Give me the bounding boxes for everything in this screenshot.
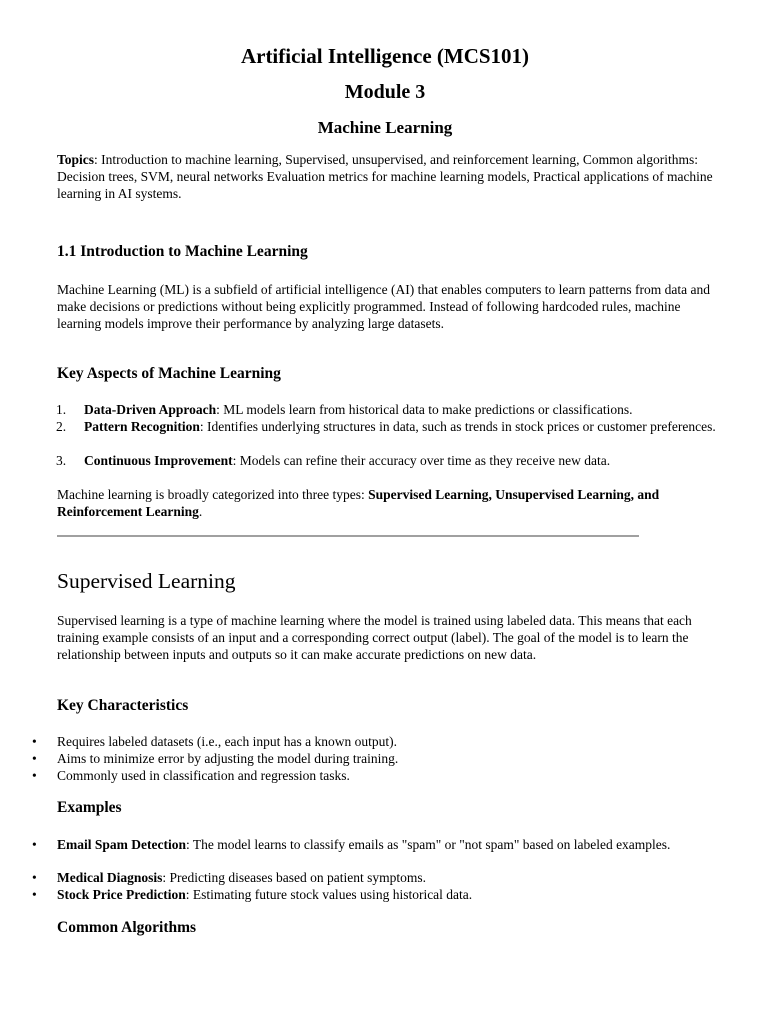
- topics-text: : Introduction to machine learning, Supervised, unsupervised, and reinforcement learning, Common algorithms: Decision trees, SVM, neural networks Evaluation metrics for machine learning models, Practical applications of machine learning in AI systems.: [57, 152, 713, 201]
- list-item-text: : The model learns to classify emails as "spam" or "not spam" based on labeled examples.: [186, 837, 671, 852]
- intro-paragraph: Machine Learning (ML) is a subfield of artificial intelligence (AI) that enables computers to learn patterns from data and make decisions or predictions without being explicitly programmed. Instead of following hardcoded rules, machine learning models improve their performance by analyzing large datasets.: [57, 282, 711, 331]
- list-number: 3.: [56, 453, 67, 468]
- list-item-label: Pattern Recognition: [84, 419, 200, 434]
- examples-heading: Examples: [57, 799, 122, 816]
- list-item-text: Commonly used in classification and regression tasks.: [57, 768, 350, 783]
- list-item-text: : Predicting diseases based on patient symptoms.: [162, 870, 426, 885]
- bullet-icon: •: [32, 837, 37, 852]
- categories-paragraph: [57, 486, 722, 520]
- list-item-label: Medical Diagnosis: [57, 870, 163, 885]
- module-title: Module 3: [344, 81, 426, 103]
- list-number: 2.: [56, 419, 67, 434]
- list-item-text: Requires labeled datasets (i.e., each input has a known output).: [57, 734, 398, 749]
- list-item-label: Continuous Improvement: [84, 453, 233, 468]
- bullet-icon: •: [32, 887, 37, 902]
- categories-end: .: [198, 504, 203, 519]
- algorithms-heading: Common Algorithms: [57, 919, 197, 936]
- list-item-text: : Estimating future stock values using historical data.: [185, 887, 473, 902]
- topics-label: Topics: [57, 152, 95, 167]
- section-subtitle: Machine Learning: [317, 118, 453, 137]
- bullet-icon: •: [32, 870, 37, 885]
- list-item-text: : ML models learn from historical data to make predictions or classifications.: [216, 402, 633, 417]
- supervised-paragraph: Supervised learning is a type of machine learning where the model is trained using labeled data. This means that each training example consists of an input and a corresponding correct output (label). The goal of the model is to learn the relationship between inputs and outputs so it can make accurate predictions on new data.: [57, 613, 692, 662]
- list-item-text: Aims to minimize error by adjusting the model during training.: [57, 751, 399, 766]
- key-aspects-heading: Key Aspects of Machine Learning: [57, 365, 281, 382]
- list-number: 1.: [56, 402, 67, 417]
- supervised-heading: Supervised Learning: [57, 569, 236, 593]
- list-item-text: : Models can refine their accuracy over time as they receive new data.: [232, 453, 611, 468]
- bullet-icon: •: [32, 734, 37, 749]
- intro-heading: 1.1 Introduction to Machine Learning: [57, 243, 308, 260]
- list-item-text: : Identifies underlying structures in data, such as trends in stock prices or customer preferences.: [199, 419, 716, 434]
- document-title: Artificial Intelligence (MCS101): [240, 44, 530, 68]
- bullet-icon: •: [32, 751, 37, 766]
- section-divider: [57, 535, 639, 537]
- bullet-icon: •: [32, 768, 37, 783]
- categories-types: Supervised Learning, Unsupervised Learning, and Reinforcement Learning: [57, 487, 660, 519]
- topics-paragraph: [57, 151, 722, 202]
- characteristics-heading: Key Characteristics: [57, 697, 189, 714]
- list-item-label: Email Spam Detection: [57, 837, 186, 852]
- list-item-label: Stock Price Prediction: [57, 887, 186, 902]
- categories-text: Machine learning is broadly categorized into three types:: [57, 487, 369, 502]
- list-item-label: Data-Driven Approach: [84, 402, 217, 417]
